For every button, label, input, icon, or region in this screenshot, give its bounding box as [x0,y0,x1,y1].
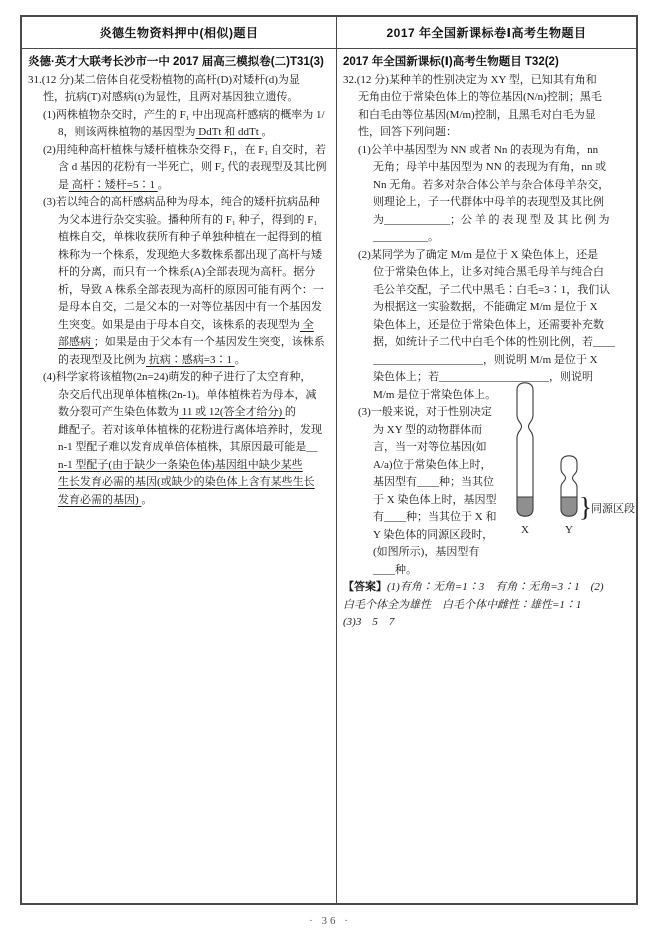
header-left-text: 炎德生物资料押中(相似)题目 [99,26,259,40]
text-line [343,212,634,230]
text-line [343,177,634,195]
chromosome-figure [515,382,636,540]
text-segment: (2)用纯种高杆植株与矮杆植株杂交得 F₁，在 F₁ 自交时，若 [43,143,326,156]
text-line [343,562,634,580]
page-number: · 36 · [309,915,351,927]
text-segment: ；如果是由于父本有一个基因发生突变，该株系 [93,336,325,348]
right-question-content [337,49,636,903]
text-line [343,194,634,212]
text-line [28,72,334,90]
text-segment: 为____________；公 羊 的 表 现 型 及 其 比 例 为 [373,213,610,226]
text-segment: __________。 [373,231,439,243]
text-segment: A/a)位于常染色体上时， [373,458,492,471]
text-line [343,229,634,247]
text-line [28,317,334,335]
text-segment: 的表现型及比例为 [58,353,146,366]
right-question-title: 2017 年全国新课标(Ⅰ)高考生物题目 T32(2) [343,56,559,68]
text-segment: 生突变。如果是由于母本自交，该株系的表现型为 [58,318,300,331]
text-line [28,194,334,212]
text-line [343,614,634,632]
text-line [28,107,334,125]
comparison-table [20,15,638,905]
text-line [343,124,634,142]
text-segment: 11 或 12(答全才给分) [179,406,285,418]
text-segment: 毛公羊交配，子二代中黑毛∶白毛=3∶1，我们认 [373,283,611,296]
text-line [28,247,334,265]
text-segment: 据，如统计子二代中白毛个体的性别比例，若____ [373,336,615,348]
text-line [28,142,334,160]
text-line [28,422,334,440]
x-chromosome-label: X [521,524,529,536]
text-segment: ____种。 [373,563,417,576]
text-line [28,492,334,510]
text-segment: 染色体上；若____________________，则说明 [373,371,593,383]
text-line [343,142,634,160]
text-segment: 基因型有____种；当其位 [373,476,494,488]
chromosome-diagram-icon [515,382,636,540]
text-segment: (3)若以纯合的高杆感病品种为母本，纯合的矮杆抗病品种 [43,196,320,208]
text-segment: Nn 无角。若多对杂合体公羊与杂合体母羊杂交， [373,178,610,191]
text-segment: 雌配子。若对该单体植株的花粉进行离体培养时，发现 [58,423,322,436]
text-segment: 染色体上，还是位于常染色体上，还需要补充数 [373,318,604,331]
text-line [343,579,634,597]
text-segment: 株称为一个株系，发现绝大多数株系都出现了高杆与矮 [58,248,322,261]
text-segment: 性，抗病(T)对感病(t)为显性，且两对基因独立遗传。 [43,91,299,103]
text-segment: ____________________，则说明 M/m 是位于 X [373,353,598,366]
text-segment: 杆的分离，而只有一个株系(A)全部表现为高杆。据分 [58,266,316,278]
text-line [28,369,334,387]
x-chromosome-homologous-region [517,497,533,516]
text-segment: 则理论上，子一代群体中母羊的表现型及其比例 [373,196,604,208]
text-segment: DdTt 和 ddTt [195,126,262,138]
text-line [343,264,634,282]
text-segment: 高杆∶矮杆=5∶1 [69,178,158,191]
text-segment: (3)一般来说，对于性别决定 [358,406,492,418]
text-segment: (3)3 5 7 [343,616,395,628]
text-segment: 杂交后代出现单体植株(2n-1)。单体植株若为母本，减 [58,388,317,401]
text-segment: 白毛个体全为雄性 白毛个体中雌性∶雄性=1∶1 [343,598,582,611]
y-chromosome-label: Y [565,524,573,536]
text-segment: 和白毛由等位基因(M/m)控制，且黑毛对白毛为显 [358,108,596,121]
homologous-region-label: 同源区段 [591,503,635,515]
text-line [343,282,634,300]
left-question-title: 炎德·英才大联考长沙市一中 2017 届高三模拟卷(二)T31(3) [28,56,324,68]
text-segment: 无角；母羊中基因型为 NN 的表现为有角，nn 或 [373,161,607,173]
text-segment: n-1 型配子难以发育成单倍体植株，其原因最可能是 [58,441,307,453]
text-segment: 植株自交，单株收获所有种子单独种植在一起得到的植 [58,231,322,243]
text-segment: 生长发育必需的基因(或缺少的染色体上含有某些生长 [58,476,315,488]
text-segment: M/m 是位于常染色体上。 [373,388,497,401]
text-segment: (如图所示)，基因型有 [373,546,480,558]
table-body-row [22,49,636,903]
left-column-lines [28,72,334,510]
text-segment: 为根据这一实验数据，不能确定 M/m 是位于 X [373,301,598,313]
text-line [28,282,334,300]
text-line [343,107,634,125]
text-line [343,159,634,177]
text-segment: 抗病∶感病=3∶1 [146,353,235,366]
text-segment: 32.(12 分)某种羊的性别决定为 XY 型，已知其有角和 [343,73,597,86]
text-segment: (1)有角∶无角=1∶3 有角∶无角=3∶1 (2) [387,581,604,593]
text-segment: __ [306,441,318,453]
y-chromosome-homologous-region [561,497,577,516]
text-segment: 含 d 基因的花粉有一半死亡，则 F₂ 代的表现型及其比例 [58,161,327,173]
text-line [28,474,334,492]
text-line [343,317,634,335]
text-line [28,334,334,352]
text-line [28,159,334,177]
text-segment: 性，回答下列问题： [358,126,457,138]
text-segment: 。 [261,126,273,138]
text-segment: 31.(12 分)某二倍体自花受粉植物的高杆(D)对矮杆(d)为显 [28,73,300,86]
brace-glyph: } [579,492,592,522]
text-segment: 于 X 染色体上时，基因型 [373,493,497,506]
text-line [28,387,334,405]
text-segment: Y 染色体的同源区段时， [373,528,494,541]
text-line [28,457,334,475]
right-question-cell [337,49,636,903]
text-line [28,439,334,457]
text-segment: (2)某同学为了确定 M/m 是位于 X 染色体上，还是 [358,248,599,261]
text-line [343,247,634,265]
header-cell-left [22,17,337,48]
text-segment: 。 [141,493,153,506]
table-header-row [22,17,636,49]
text-line [343,544,634,562]
text-segment: 部感病 [58,336,94,348]
header-cell-right [337,17,636,48]
left-question-cell [22,49,337,903]
text-line [343,89,634,107]
text-line [343,597,634,615]
text-line [28,89,334,107]
text-segment: 发育必需的基因) [58,493,142,506]
x-chromosome-icon [517,383,533,516]
text-segment: 8，则该两株植物的基因型为 [58,126,196,138]
text-line [343,352,634,370]
text-line [343,299,634,317]
text-segment: 是母本自交，二是父本的一对等位基因中有一个基因发 [58,301,322,313]
text-line [28,299,334,317]
text-line [28,404,334,422]
header-right-text: 2017 年全国新课标卷Ⅰ高考生物题目 [386,26,587,40]
text-segment: 析，导致 A 株系全部表现为高杆的原因可能有两个：一 [58,283,324,296]
text-segment: (1)两株植物杂交时，产生的 F₁ 中出现高杆感病的概率为 1/ [43,108,325,121]
text-segment: 。 [157,178,169,191]
text-segment: 数分裂可产生染色体数为 [58,406,179,418]
text-segment: 有____种；当其位于 X 和 [373,511,497,523]
text-line [28,177,334,195]
text-line [28,352,334,370]
text-line [343,334,634,352]
text-line [28,212,334,230]
text-segment: 是 [58,178,69,191]
text-segment: 的 [284,406,296,418]
text-segment: 为 XY 型的动物群体而 [373,423,482,436]
text-segment: 全 [300,318,314,331]
left-question-content [22,49,336,903]
text-segment: 无角由位于常染色体上的等位基因(N/n)控制；黑毛 [358,91,602,103]
text-segment: 。 [234,353,246,366]
text-segment: 言，当一对等位基因(如 [373,441,487,453]
right-column-lines [343,72,634,632]
text-line [28,264,334,282]
text-segment: 位于常染色体上，让多对纯合黑毛母羊与纯合白 [373,266,604,278]
text-segment: n-1 型配子(由于缺少一条染色体)基因组中缺少某些 [58,458,303,471]
text-line [28,124,334,142]
text-segment: (4)科学家将该植物(2n=24)萌发的种子进行了太空育种， [43,371,312,383]
text-line [28,229,334,247]
text-segment: (1)公羊中基因型为 NN 或者 Nn 的表现为有角，nn [358,143,599,156]
text-segment: 【答案】 [343,581,387,593]
text-segment: 为父本进行杂交实验。播种所有的 F₁ 种子，得到的 F₁ [58,213,318,226]
text-line [343,72,634,90]
